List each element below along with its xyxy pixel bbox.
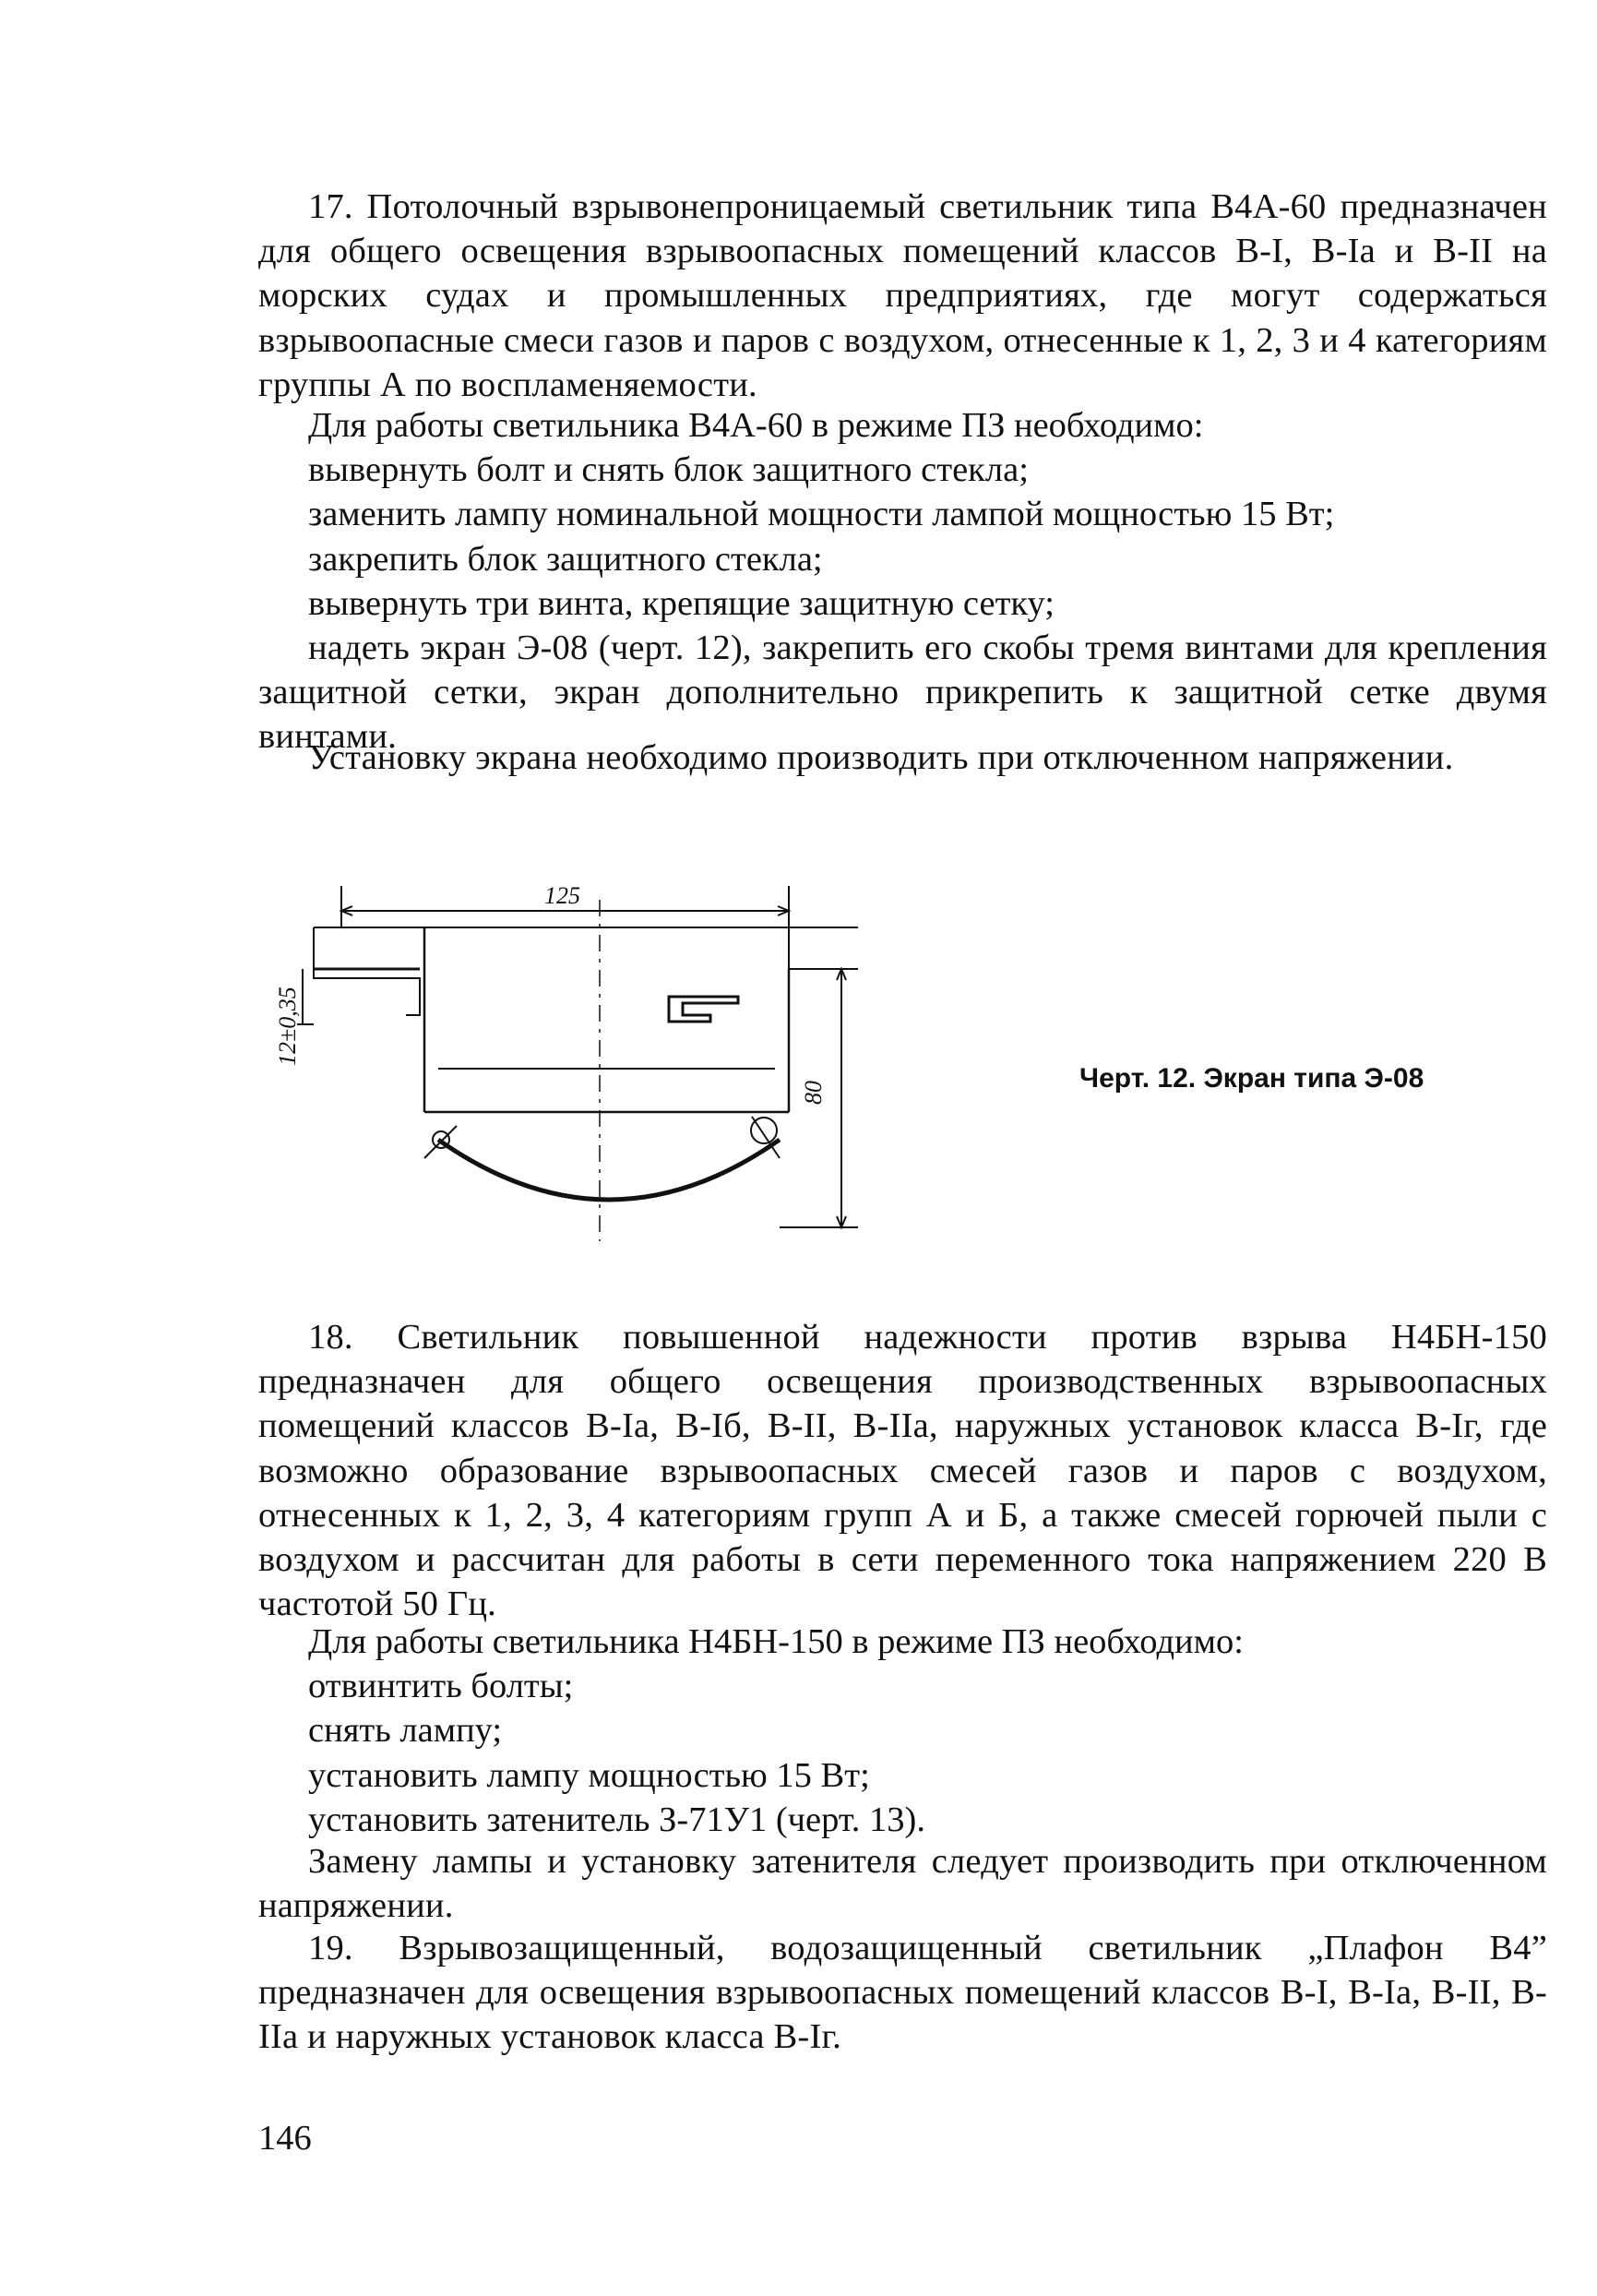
section-18 <box>258 1315 1547 1626</box>
figure-12-caption: Черт. 12. Экран типа Э-08 <box>1079 1063 1424 1094</box>
section-17-step-5: надеть экран Э-08 (черт. 12), закрепить его скобы тремя винтами для крепления защитной сетки, экран дополнительно прикрепить к защитной сетке двумя винтами. <box>258 628 1547 757</box>
section-17-note-block <box>258 735 1547 780</box>
section-19 <box>258 1926 1547 2060</box>
section-18-paragraph: 18. Светильник повышенной надежности против взрыва Н4БН-150 предназначен для общего освещения производственных взрывоопасных помещений классов В-Iа, В-Iб, В-II, В-IIа, наружных установок класса В-Iг, где возможно образование взрывоопасных смесей газов и паров с воздухом, отнесенных к 1, 2, 3, 4 категориям групп А и Б, а также смесей горючей пыли с воздухом и рассчитан для работы в сети переменного тока напряжением 220 В частотой 50 Гц. <box>258 1318 1547 1624</box>
section-17-step: закрепить блок защитного стекла; <box>308 539 823 579</box>
page-number: 146 <box>258 2119 312 2158</box>
section-18-step: снять лампу; <box>308 1711 503 1751</box>
section-18-note-block <box>258 1839 1547 1928</box>
section-19-paragraph: 19. Взрывозащищенный, водозащищенный светильник „Плафон В4” предназначен для освещения взрывоопасных помещений классов В-I, В-Iа, В-II, В-IIа и наружных установок класса В-Iг. <box>258 1929 1547 2057</box>
section-18-step: установить затенитель З-71У1 (черт. 13). <box>308 1800 925 1839</box>
section-17-step: вывернуть три винта, крепящие защитную сетку; <box>308 583 1055 623</box>
section-18-intro: Для работы светильника Н4БН-150 в режиме ПЗ необходимо: <box>308 1622 1244 1661</box>
figure-12-drawing <box>274 863 886 1250</box>
section-17-step: вывернуть болт и снять блок защитного стекла; <box>308 450 1029 490</box>
section-17-paragraph: 17. Потолочный взрывонепроницаемый светильник типа В4А-60 предназначен для общего освещения взрывоопасных помещений классов В-I, В-Iа и В-II на морских судах и промышленных предприятиях, где могут содержаться взрывоопасные смеси газов и паров с воздухом, отнесенные к 1, 2, 3 и 4 категориям группы А по воспламеняемости. <box>258 187 1547 404</box>
section-18-step: отвинтить болты; <box>308 1667 574 1706</box>
dimension-flange-label: 12±0,35 <box>274 987 301 1066</box>
section-18-note: Замену лампы и установку затенителя следует производить при отключенном напряжении. <box>258 1842 1547 1926</box>
section-18-step: установить лампу мощностью 15 Вт; <box>308 1755 870 1795</box>
section-17-intro: Для работы светильника В4А-60 в режиме ПЗ необходимо: <box>308 406 1204 445</box>
section-18-instructions <box>258 1620 1547 1842</box>
section-17 <box>258 185 1547 407</box>
section-17-note: Установку экрана необходимо производить при отключенном напряжении. <box>308 738 1454 777</box>
section-17-step: заменить лампу номинальной мощности лампой мощностью 15 Вт; <box>308 495 1335 534</box>
dimension-80-label: 80 <box>800 1081 827 1105</box>
dimension-125-label: 125 <box>544 882 580 909</box>
section-17-instructions <box>258 403 1547 759</box>
